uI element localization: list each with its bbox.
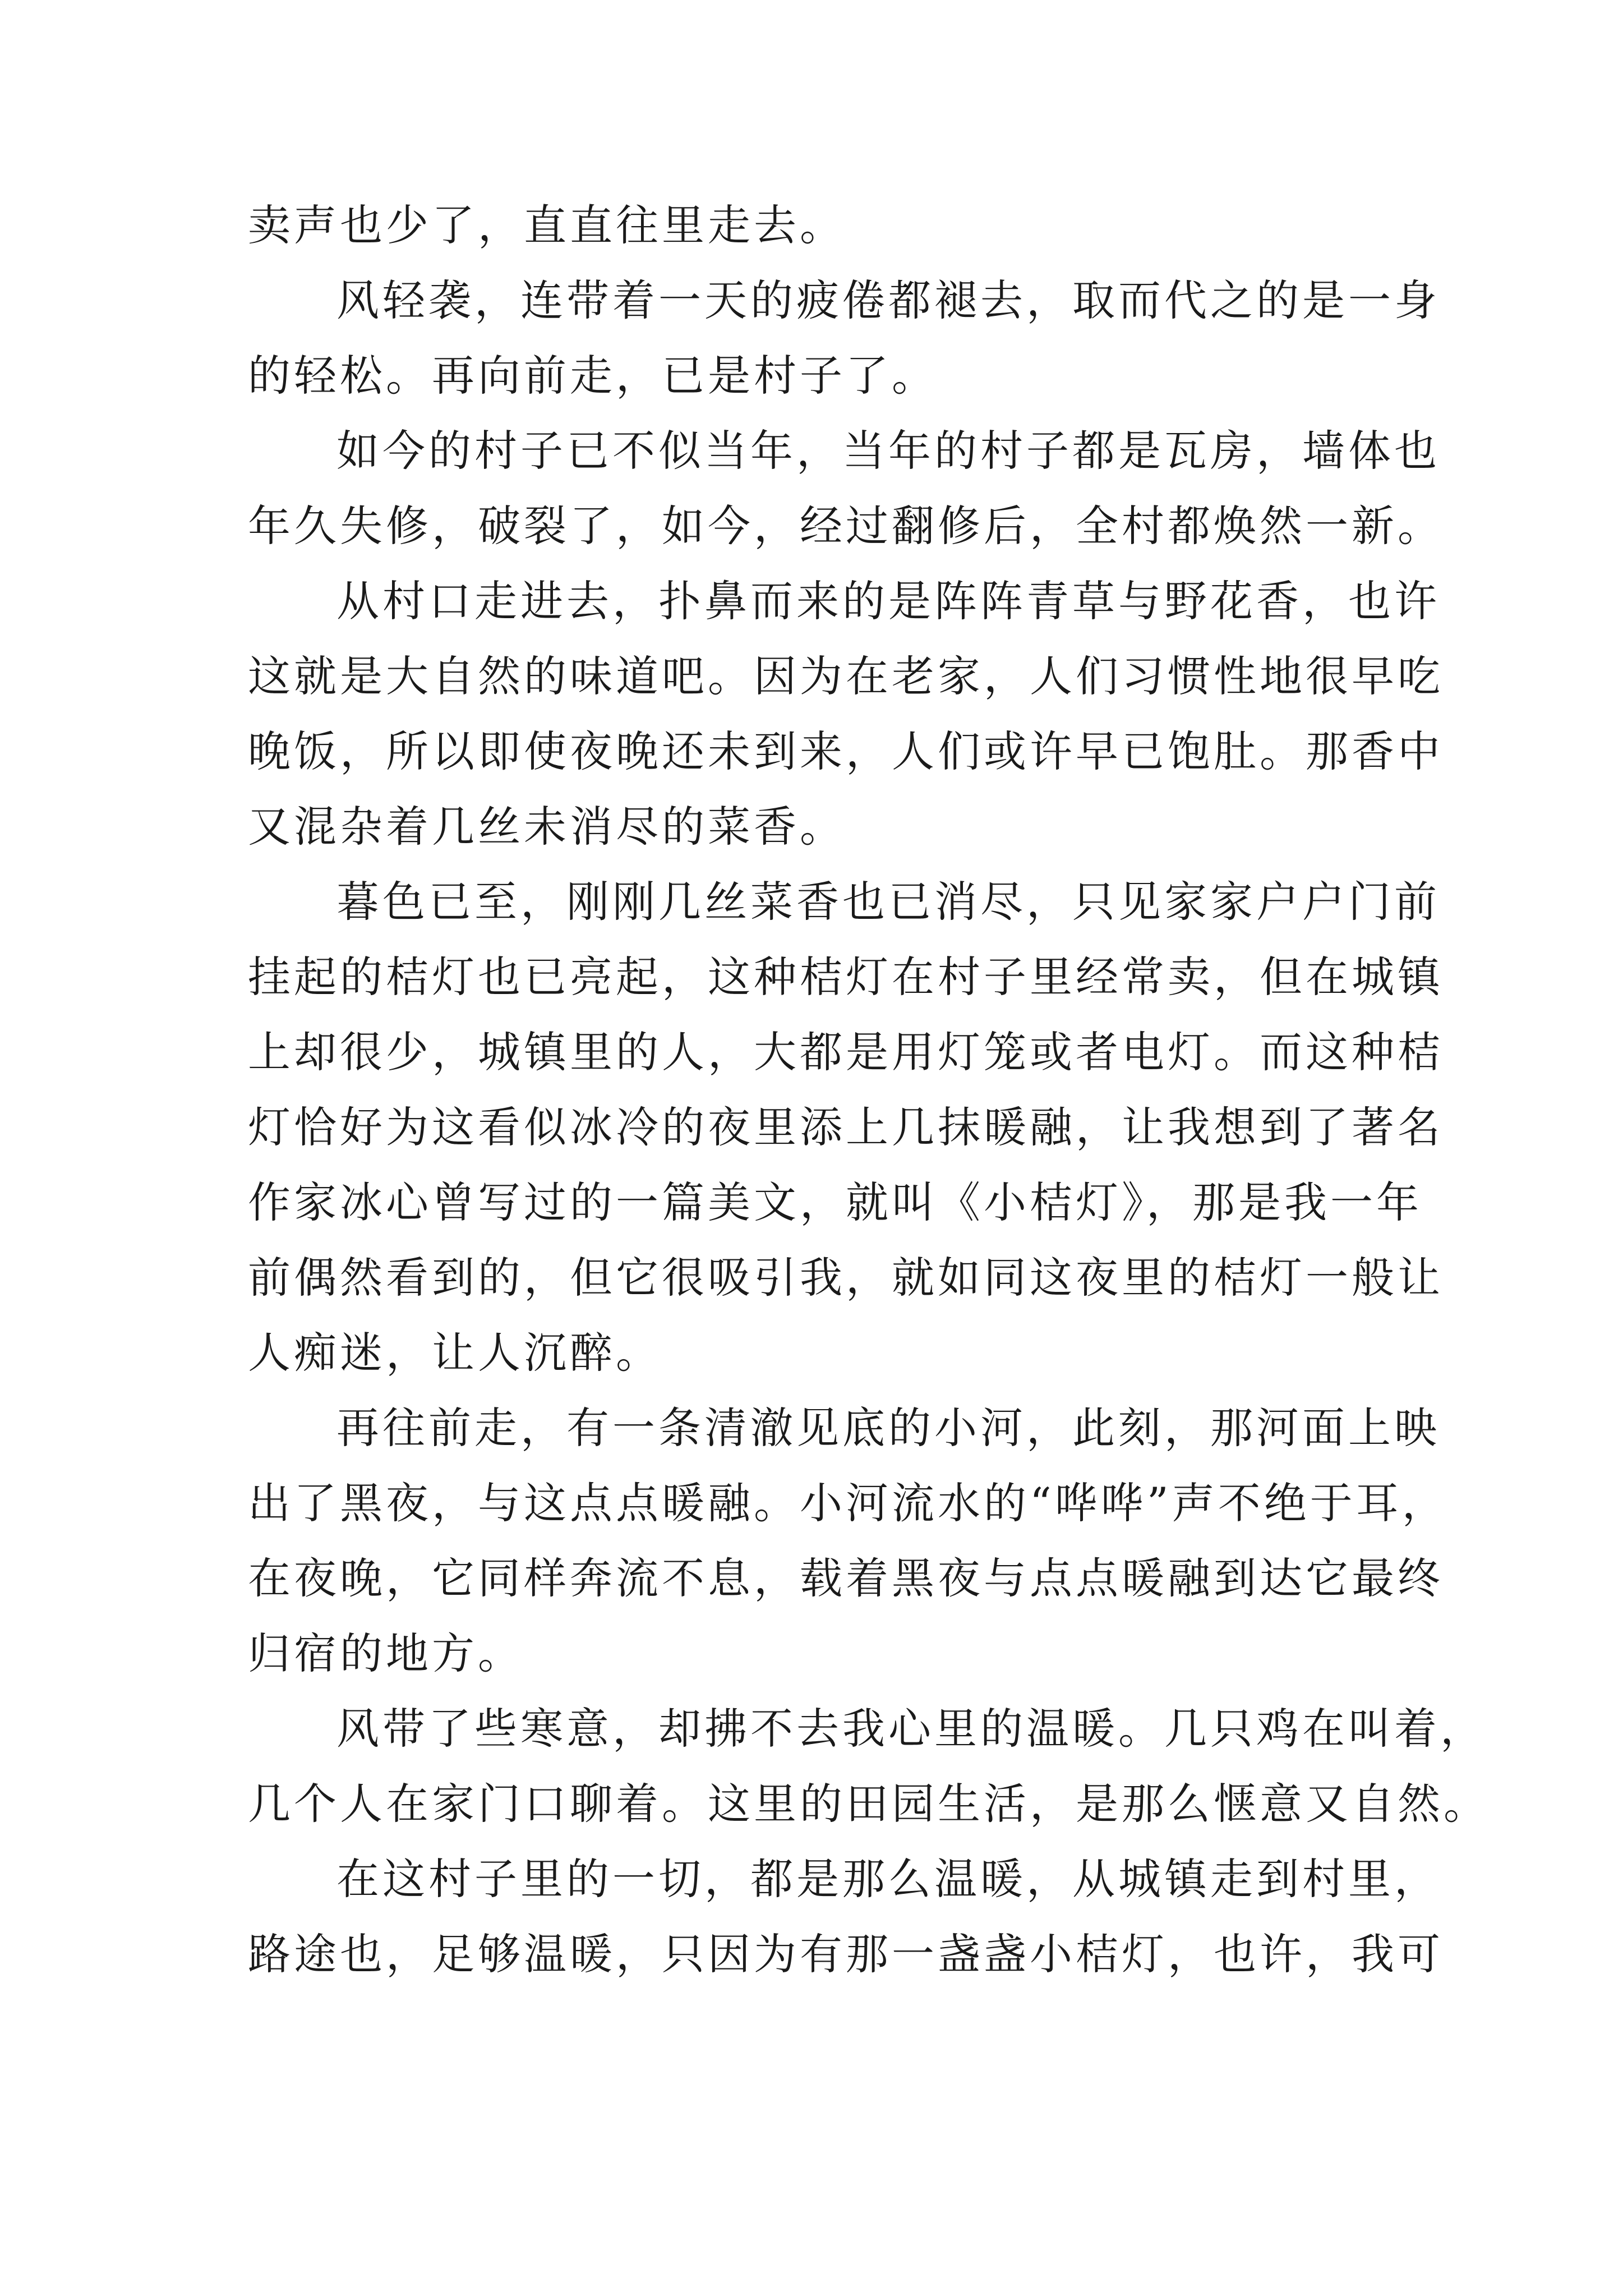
text-line: 如今的村子已不似当年，当年的村子都是瓦房，墙体也 [336,426,1440,476]
text-line: 又混杂着几丝未消尽的菜香。 [248,802,846,852]
text-line: 风轻袭，连带着一天的疲倦都褪去，取而代之的是一身 [336,275,1440,325]
text-line: 出了黑夜，与这点点暖融。小河流水的“哗哗”声不绝于耳， [248,1478,1448,1528]
text-line: 风带了些寒意，却拂不去我心里的温暖。几只鸡在叫着， [336,1704,1486,1754]
text-line: 前偶然看到的，但它很吸引我，就如同这夜里的桔灯一般让 [248,1253,1444,1303]
text-line: 再往前走，有一条清澈见底的小河，此刻，那河面上映 [336,1403,1440,1453]
text-line: 这就是大自然的味道吧。因为在老家，人们习惯性地很早吃 [248,651,1444,701]
text-line: 路途也，足够温暖，只因为有那一盏盏小桔灯，也许，我可 [248,1929,1444,1979]
text-line: 暮色已至，刚刚几丝菜香也已消尽，只见家家户户门前 [336,877,1440,927]
text-line: 挂起的桔灯也已亮起，这种桔灯在村子里经常卖，但在城镇 [248,952,1444,1002]
text-line: 人痴迷，让人沉醉。 [248,1328,662,1378]
text-line: 从村口走进去，扑鼻而来的是阵阵青草与野花香，也许 [336,576,1440,626]
text-line: 几个人在家门口聊着。这里的田园生活，是那么惬意又自然。 [248,1779,1490,1829]
body-text [248,188,1490,1992]
text-line: 的轻松。再向前走，已是村子了。 [248,351,938,401]
text-line: 年久失修，破裂了，如今，经过翻修后，全村都焕然一新。 [248,501,1444,551]
text-line: 卖声也少了，直直往里走去。 [248,200,846,250]
text-line: 晚饭，所以即使夜晚还未到来，人们或许早已饱肚。那香中 [248,726,1444,776]
text-line: 在这村子里的一切，都是那么温暖，从城镇走到村里， [336,1854,1440,1904]
text-line: 在夜晚，它同样奔流不息，载着黑夜与点点暖融到达它最终 [248,1553,1444,1603]
text-line: 上却很少，城镇里的人，大都是用灯笼或者电灯。而这种桔 [248,1027,1444,1077]
text-line: 归宿的地方。 [248,1628,524,1678]
text-line: 作家冰心曾写过的一篇美文，就叫《小桔灯》，那是我一年 [248,1177,1422,1227]
text-line: 灯恰好为这看似冰冷的夜里添上几抹暖融，让我想到了著名 [248,1102,1444,1152]
